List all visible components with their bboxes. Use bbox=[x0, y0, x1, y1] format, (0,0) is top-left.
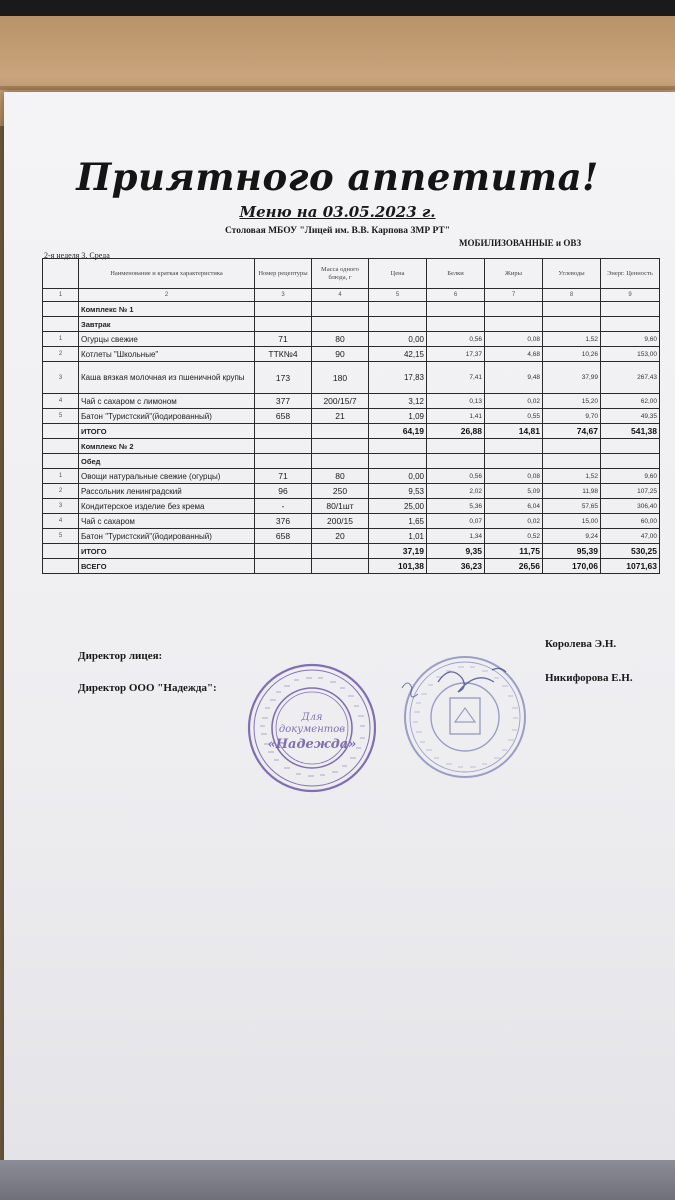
dish-name: Батон "Туристский"(йодированный) bbox=[79, 409, 255, 424]
total-proteins: 26,88 bbox=[427, 424, 485, 439]
fats-cell: 0,02 bbox=[485, 394, 543, 409]
dish-name: Батон "Туристский"(йодированный) bbox=[79, 529, 255, 544]
recipe-number: 71 bbox=[255, 469, 312, 484]
energy-cell: 47,00 bbox=[601, 529, 660, 544]
recipe-number: ТТК№4 bbox=[255, 347, 312, 362]
table-row bbox=[43, 394, 660, 409]
fats-cell: 0,55 bbox=[485, 409, 543, 424]
proteins-cell: 0,56 bbox=[427, 332, 485, 347]
recipe-number: - bbox=[255, 499, 312, 514]
proteins-cell: 1,34 bbox=[427, 529, 485, 544]
carbs-cell: 1,52 bbox=[543, 332, 601, 347]
dish-mass: 80 bbox=[312, 332, 369, 347]
row-number: 3 bbox=[43, 362, 79, 394]
table-row bbox=[43, 484, 660, 499]
fats-cell: 9,48 bbox=[485, 362, 543, 394]
total-carbs: 95,39 bbox=[543, 544, 601, 559]
fats-cell: 0,52 bbox=[485, 529, 543, 544]
total-energy: 530,25 bbox=[601, 544, 660, 559]
fats-cell: 5,09 bbox=[485, 484, 543, 499]
dish-mass: 90 bbox=[312, 347, 369, 362]
page-title: Приятного аппетита! bbox=[76, 155, 599, 199]
total-price: 37,19 bbox=[369, 544, 427, 559]
proteins-cell: 0,07 bbox=[427, 514, 485, 529]
total-label: ИТОГО bbox=[79, 424, 255, 439]
total-price: 64,19 bbox=[369, 424, 427, 439]
recipe-number: 658 bbox=[255, 409, 312, 424]
complex-1-body bbox=[43, 302, 660, 439]
complex-label: Комплекс № 2 bbox=[79, 439, 255, 454]
total-carbs: 74,67 bbox=[543, 424, 601, 439]
recipe-number: 377 bbox=[255, 394, 312, 409]
header-recipe: Номер рецептуры bbox=[255, 259, 312, 289]
row-number: 5 bbox=[43, 529, 79, 544]
fats-cell: 0,08 bbox=[485, 469, 543, 484]
proteins-cell: 2,02 bbox=[427, 484, 485, 499]
total-label: ИТОГО bbox=[79, 544, 255, 559]
dish-name: Чай с сахаром bbox=[79, 514, 255, 529]
table-row bbox=[43, 409, 660, 424]
energy-cell: 9,60 bbox=[601, 332, 660, 347]
dish-name: Чай с сахаром с лимоном bbox=[79, 394, 255, 409]
complex-label-row bbox=[43, 302, 660, 317]
col-number: 5 bbox=[369, 289, 427, 302]
fats-cell: 4,68 bbox=[485, 347, 543, 362]
col-number: 4 bbox=[312, 289, 369, 302]
bottom-background bbox=[0, 1160, 675, 1200]
dish-name: Рассольник ленинградский bbox=[79, 484, 255, 499]
dish-mass: 80/1шт bbox=[312, 499, 369, 514]
complex-label-row bbox=[43, 439, 660, 454]
carbs-cell: 1,52 bbox=[543, 469, 601, 484]
grand-total-price: 101,38 bbox=[369, 559, 427, 574]
grand-total-fats: 26,56 bbox=[485, 559, 543, 574]
recipe-number: 376 bbox=[255, 514, 312, 529]
top-dark-bar bbox=[0, 0, 675, 16]
svg-text:документов: документов bbox=[278, 724, 346, 735]
table-row bbox=[43, 499, 660, 514]
svg-text:«Надежда»: «Надежда» bbox=[267, 737, 357, 752]
header-price: Цена bbox=[369, 259, 427, 289]
energy-cell: 49,35 bbox=[601, 409, 660, 424]
dish-mass: 180 bbox=[312, 362, 369, 394]
dish-mass: 20 bbox=[312, 529, 369, 544]
energy-cell: 60,00 bbox=[601, 514, 660, 529]
energy-cell: 306,40 bbox=[601, 499, 660, 514]
header-mass: Масса одного блюда, г bbox=[312, 259, 369, 289]
col-number: 1 bbox=[43, 289, 79, 302]
row-number: 3 bbox=[43, 499, 79, 514]
proteins-cell: 17,37 bbox=[427, 347, 485, 362]
price-cell: 17,83 bbox=[369, 362, 427, 394]
week-day: 2-я неделя 3. Среда bbox=[44, 251, 110, 260]
canteen-name: Столовая МБОУ "Лицей им. В.В. Карпова ЗМР РТ" bbox=[224, 226, 451, 236]
price-cell: 9,53 bbox=[369, 484, 427, 499]
total-proteins: 9,35 bbox=[427, 544, 485, 559]
carbs-cell: 11,98 bbox=[543, 484, 601, 499]
dish-name: Овощи натуральные свежие (огурцы) bbox=[79, 469, 255, 484]
fats-cell: 6,04 bbox=[485, 499, 543, 514]
header-num bbox=[43, 259, 79, 289]
col-number: 9 bbox=[601, 289, 660, 302]
header-energy: Энерг. Ценность bbox=[601, 259, 660, 289]
director-lyceum-label: Директор лицея: bbox=[78, 650, 163, 662]
total-energy: 541,38 bbox=[601, 424, 660, 439]
complex-label: Комплекс № 1 bbox=[79, 302, 255, 317]
row-number: 2 bbox=[43, 484, 79, 499]
grand-total-label: ВСЕГО bbox=[79, 559, 255, 574]
total-fats: 14,81 bbox=[485, 424, 543, 439]
dish-mass: 200/15/7 bbox=[312, 394, 369, 409]
dish-name: Огурцы свежие bbox=[79, 332, 255, 347]
table-row bbox=[43, 347, 660, 362]
carbs-cell: 15,20 bbox=[543, 394, 601, 409]
desk-edge bbox=[0, 86, 675, 90]
carbs-cell: 10,26 bbox=[543, 347, 601, 362]
total-row bbox=[43, 544, 660, 559]
proteins-cell: 5,36 bbox=[427, 499, 485, 514]
header-fats: Жиры bbox=[485, 259, 543, 289]
complex-2-body bbox=[43, 439, 660, 559]
header-carbs: Углеводы bbox=[543, 259, 601, 289]
price-cell: 0,00 bbox=[369, 332, 427, 347]
carbs-cell: 9,24 bbox=[543, 529, 601, 544]
table-row bbox=[43, 469, 660, 484]
recipe-number: 96 bbox=[255, 484, 312, 499]
meal-label-row bbox=[43, 317, 660, 332]
energy-cell: 9,60 bbox=[601, 469, 660, 484]
proteins-cell: 1,41 bbox=[427, 409, 485, 424]
header-row bbox=[43, 259, 660, 289]
proteins-cell: 0,56 bbox=[427, 469, 485, 484]
grand-total-row bbox=[43, 559, 660, 574]
table-row bbox=[43, 514, 660, 529]
meal-label-row bbox=[43, 454, 660, 469]
director-company-name: Никифорова Е.Н. bbox=[545, 672, 633, 684]
recipe-number: 658 bbox=[255, 529, 312, 544]
proteins-cell: 7,41 bbox=[427, 362, 485, 394]
header-name: Наименование и краткая характеристика bbox=[79, 259, 255, 289]
col-number: 3 bbox=[255, 289, 312, 302]
price-cell: 25,00 bbox=[369, 499, 427, 514]
proteins-cell: 0,13 bbox=[427, 394, 485, 409]
meal-label: Обед bbox=[79, 454, 255, 469]
grand-total-carbs: 170,06 bbox=[543, 559, 601, 574]
category-label: МОБИЛИЗОВАННЫЕ и ОВЗ bbox=[459, 238, 582, 248]
carbs-cell: 9,70 bbox=[543, 409, 601, 424]
price-cell: 3,12 bbox=[369, 394, 427, 409]
price-cell: 1,09 bbox=[369, 409, 427, 424]
dish-mass: 21 bbox=[312, 409, 369, 424]
row-number: 1 bbox=[43, 332, 79, 347]
meal-label: Завтрак bbox=[79, 317, 255, 332]
table-row bbox=[43, 529, 660, 544]
total-fats: 11,75 bbox=[485, 544, 543, 559]
dish-mass: 200/15 bbox=[312, 514, 369, 529]
carbs-cell: 57,65 bbox=[543, 499, 601, 514]
dish-name: Кондитерское изделие без крема bbox=[79, 499, 255, 514]
row-number: 5 bbox=[43, 409, 79, 424]
col-number: 8 bbox=[543, 289, 601, 302]
fats-cell: 0,08 bbox=[485, 332, 543, 347]
energy-cell: 267,43 bbox=[601, 362, 660, 394]
row-number: 1 bbox=[43, 469, 79, 484]
table-row bbox=[43, 362, 660, 394]
svg-text:Для: Для bbox=[301, 712, 323, 723]
total-row bbox=[43, 424, 660, 439]
dish-name: Котлеты "Школьные" bbox=[79, 347, 255, 362]
carbs-cell: 15,00 bbox=[543, 514, 601, 529]
col-number: 6 bbox=[427, 289, 485, 302]
lyceum-stamp-icon bbox=[400, 652, 530, 782]
recipe-number: 71 bbox=[255, 332, 312, 347]
menu-date: Меню на 03.05.2023 г. bbox=[239, 203, 436, 221]
col-number: 2 bbox=[79, 289, 255, 302]
energy-cell: 153,00 bbox=[601, 347, 660, 362]
price-cell: 0,00 bbox=[369, 469, 427, 484]
director-company-label: Директор ООО "Надежда": bbox=[78, 682, 217, 694]
row-number: 2 bbox=[43, 347, 79, 362]
table-row bbox=[43, 332, 660, 347]
director-lyceum-name: Королева Э.Н. bbox=[545, 638, 617, 650]
energy-cell: 62,00 bbox=[601, 394, 660, 409]
energy-cell: 107,25 bbox=[601, 484, 660, 499]
menu-table bbox=[42, 258, 660, 574]
dish-name: Каша вязкая молочная из пшеничной крупы bbox=[79, 362, 255, 394]
company-stamp-icon bbox=[244, 660, 380, 796]
price-cell: 1,65 bbox=[369, 514, 427, 529]
price-cell: 42,15 bbox=[369, 347, 427, 362]
price-cell: 1,01 bbox=[369, 529, 427, 544]
header-proteins: Белки bbox=[427, 259, 485, 289]
grand-total-energy: 1071,63 bbox=[601, 559, 660, 574]
grand-total-proteins: 36,23 bbox=[427, 559, 485, 574]
fats-cell: 0,02 bbox=[485, 514, 543, 529]
column-number-row bbox=[43, 289, 660, 302]
dish-mass: 250 bbox=[312, 484, 369, 499]
row-number: 4 bbox=[43, 514, 79, 529]
dish-mass: 80 bbox=[312, 469, 369, 484]
col-number: 7 bbox=[485, 289, 543, 302]
recipe-number: 173 bbox=[255, 362, 312, 394]
row-number: 4 bbox=[43, 394, 79, 409]
carbs-cell: 37,99 bbox=[543, 362, 601, 394]
